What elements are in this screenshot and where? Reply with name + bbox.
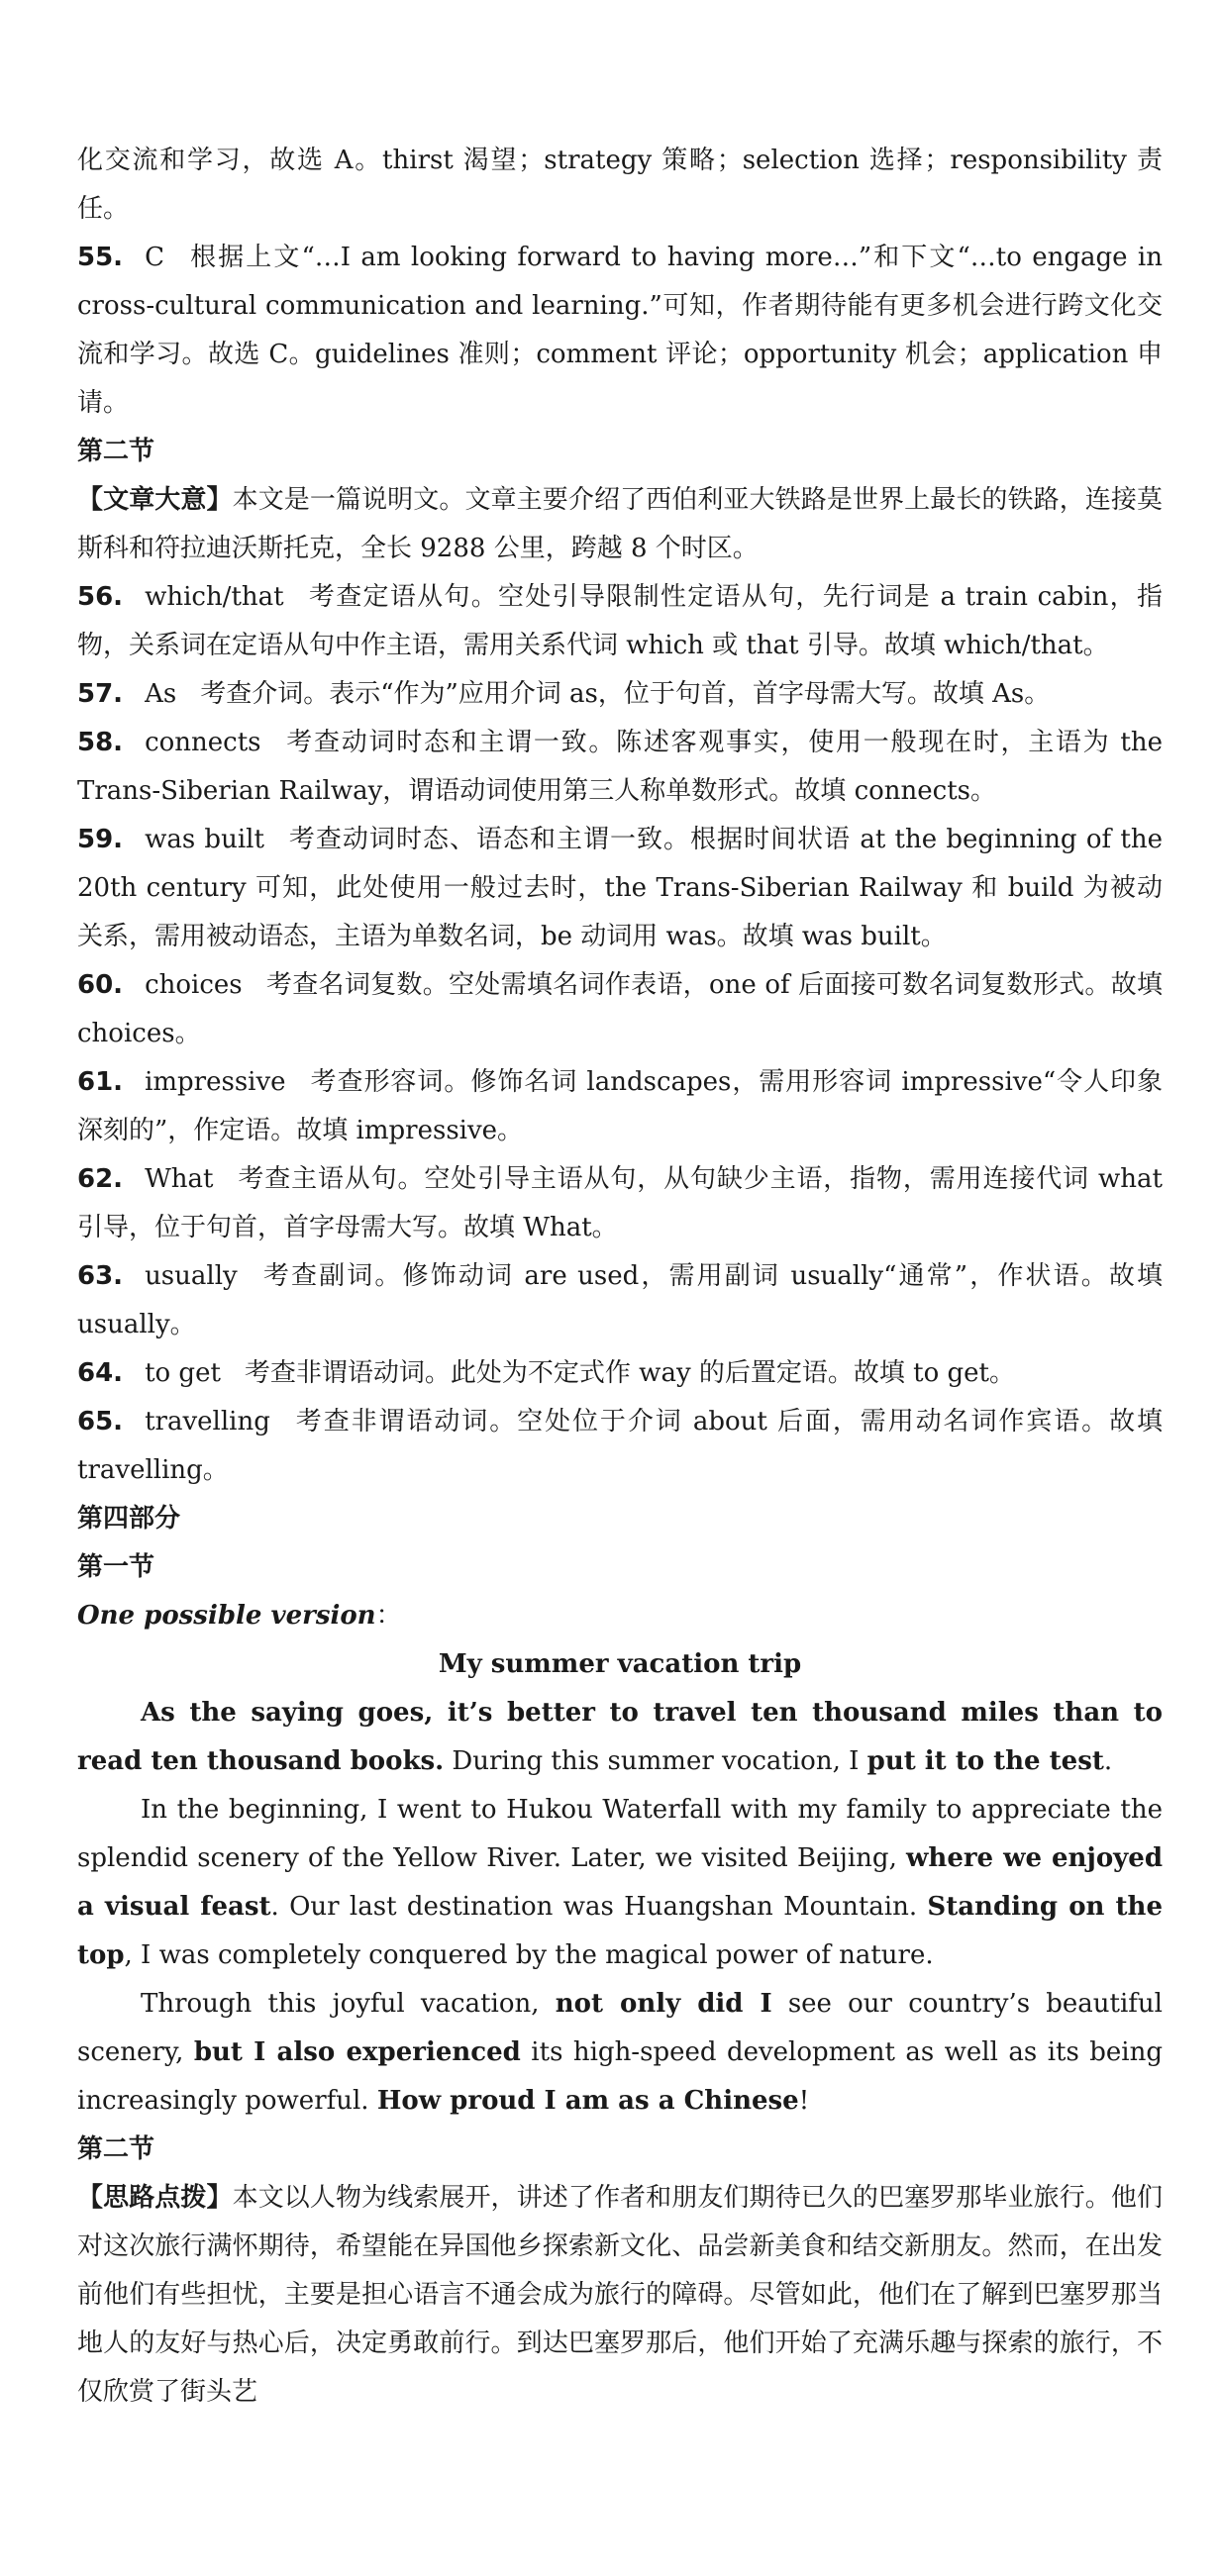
essay-paragraph-2 [77,1786,1163,1980]
version-colon: ： [375,1601,402,1631]
item-answer: travelling [145,1407,270,1437]
item-explanation: 考查介词。表示“作为”应用介词 as，位于句首，首字母需大写。故填 As。 [200,679,1051,709]
section-heading-1: 第一节 [77,1552,155,1582]
item-answer: C [145,243,164,272]
item-65 [77,1398,1163,1495]
item-number: 63. [77,1261,124,1291]
item-number: 55. [77,243,124,272]
summary-tag: 【文章大意】 [77,485,233,515]
essay-text: During this summer vocation, I [444,1746,867,1776]
essay-text: see our country’s beautiful scenery, [77,1989,1163,2067]
essay-text: . Our last destination was Huangshan Mountain. [270,1892,928,1922]
bold-phrase: but I also experienced [193,2037,521,2067]
item-answer: which/that [145,582,284,612]
bold-phrase: put it to the test [866,1746,1104,1776]
essay-paragraph-3 [77,1980,1163,2126]
item-number: 56. [77,582,124,612]
item-answer: impressive [145,1067,286,1097]
item-explanation: 考查名词复数。空处需填名词作表语，one of 后面接可数名词复数形式。故填 choices。 [77,970,1163,1048]
item-number: 60. [77,970,124,1000]
item-60 [77,961,1163,1058]
item-62 [77,1155,1163,1252]
essay-paragraph-1 [77,1689,1163,1786]
item-explanation: 根据上文“…I am looking forward to having more…”和下文“…to engage in cross-cultural communication and learning.”可知，作者期待能有更多机会进行跨文化交流和学习。故选 C。guidelines 准则；comment 评论；opportunity 机会；application 申请。 [77,243,1163,418]
bold-phrase: where we enjoyed a visual feast [77,1843,1163,1922]
summary-text: 本文是一篇说明文。文章主要介绍了西伯利亚大铁路是世界上最长的铁路，连接莫斯科和符拉迪沃斯托克，全长 9288 公里，跨越 8 个时区。 [77,485,1163,563]
essay-text: . [1103,1746,1113,1776]
item-explanation: 考查非谓语动词。此处为不定式作 way 的后置定语。故填 to get。 [244,1358,1016,1388]
bold-phrase: How proud I am as a Chinese [376,2086,799,2116]
item-number: 64. [77,1358,124,1388]
item-answer: was built [145,825,264,854]
item-explanation: 考查副词。修饰动词 are used，需用副词 usually“通常”，作状语。故填 usually。 [77,1261,1163,1339]
item-explanation: 考查形容词。修饰名词 landscapes，需用形容词 impressive“令人印象深刻的”，作定语。故填 impressive。 [77,1067,1163,1145]
bold-phrase: Standing on the top [77,1892,1164,1970]
thought-text: 本文以人物为线索展开，讲述了作者和朋友们期待已久的巴塞罗那毕业旅行。他们对这次旅行满怀期待，希望能在异国他乡探索新文化、品尝新美食和结交新朋友。然而，在出发前他们有些担忧，主要是担心语言不通会成为旅行的障碍。尽管如此，他们在了解到巴塞罗那当地人的友好与热心后，决定勇敢前行。到达巴塞罗那后，他们开始了充满乐趣与探索的旅行，不仅欣赏了街头艺 [77,2183,1163,2407]
item-number: 62. [77,1164,124,1194]
item-61 [77,1058,1163,1155]
item-63 [77,1252,1163,1349]
item-number: 57. [77,679,124,709]
version-label: One possible version [77,1601,376,1631]
item-explanation: 考查非谓语动词。空处位于介词 about 后面，需用动名词作宾语。故填 travelling。 [77,1407,1163,1485]
essay-text: ! [798,2086,810,2116]
item-59 [77,816,1163,961]
item-answer: What [145,1164,214,1194]
item-explanation: 考查动词时态和主谓一致。陈述客观事实，使用一般现在时，主语为 the Trans-Siberian Railway，谓语动词使用第三人称单数形式。故填 connects。 [77,728,1163,806]
item-explanation: 考查动词时态、语态和主谓一致。根据时间状语 at the beginning of the 20th century 可知，此处使用一般过去时，the Trans-Siberian Railway 和 build 为被动关系，需用被动语态，主语为单数名词，be 动词用 was。故填 was built。 [77,825,1163,951]
item-64 [77,1349,1163,1398]
item-answer: connects [145,728,261,757]
article-summary [77,476,1163,573]
item-number: 59. [77,825,124,854]
paragraph-continuation: 化交流和学习，故选 A。thirst 渴望；strategy 策略；selection 选择；responsibility 责任。 [77,146,1163,224]
item-number: 65. [77,1407,124,1437]
item-number: 58. [77,728,124,757]
item-55 [77,234,1163,428]
thought-guide [77,2174,1163,2417]
item-answer: usually [145,1261,238,1291]
item-answer: to get [145,1358,221,1388]
item-56 [77,573,1163,670]
item-number: 61. [77,1067,124,1097]
section-heading-2b: 第二节 [77,2134,155,2164]
essay-text: its high-speed development as well as its being increasingly powerful. [77,2037,1163,2116]
thought-tag: 【思路点拨】 [77,2183,233,2213]
item-58 [77,719,1163,816]
item-explanation: 考查主语从句。空处引导主语从句，从句缺少主语，指物，需用连接代词 what 引导，位于句首，首字母需大写。故填 What。 [77,1164,1163,1242]
item-explanation: 考查定语从句。空处引导限制性定语从句，先行词是 a train cabin，指物，关系词在定语从句中作主语，需用关系代词 which 或 that 引导。故填 which/that。 [77,582,1163,660]
item-57 [77,670,1163,719]
item-answer: choices [145,970,243,1000]
essay-text: Through this joyful vacation, [141,1989,556,2019]
essay-text: In the beginning, I went to Hukou Waterfall with my family to appreciate the splendid scenery of the Yellow River. Later, we visited Beijing, [77,1795,1163,1873]
version-label-line [77,1592,1163,1640]
section-heading-2: 第二节 [77,437,155,466]
essay-text: , I was completely conquered by the magical power of nature. [124,1940,934,1970]
part-heading-4: 第四部分 [77,1504,181,1534]
bold-phrase: not only did I [555,1989,772,2019]
item-answer: As [145,679,177,709]
essay-title: My summer vacation trip [438,1649,802,1679]
bold-phrase: As the saying goes, it’s better to travel ten thousand miles than to read ten thousand books. [77,1698,1163,1776]
